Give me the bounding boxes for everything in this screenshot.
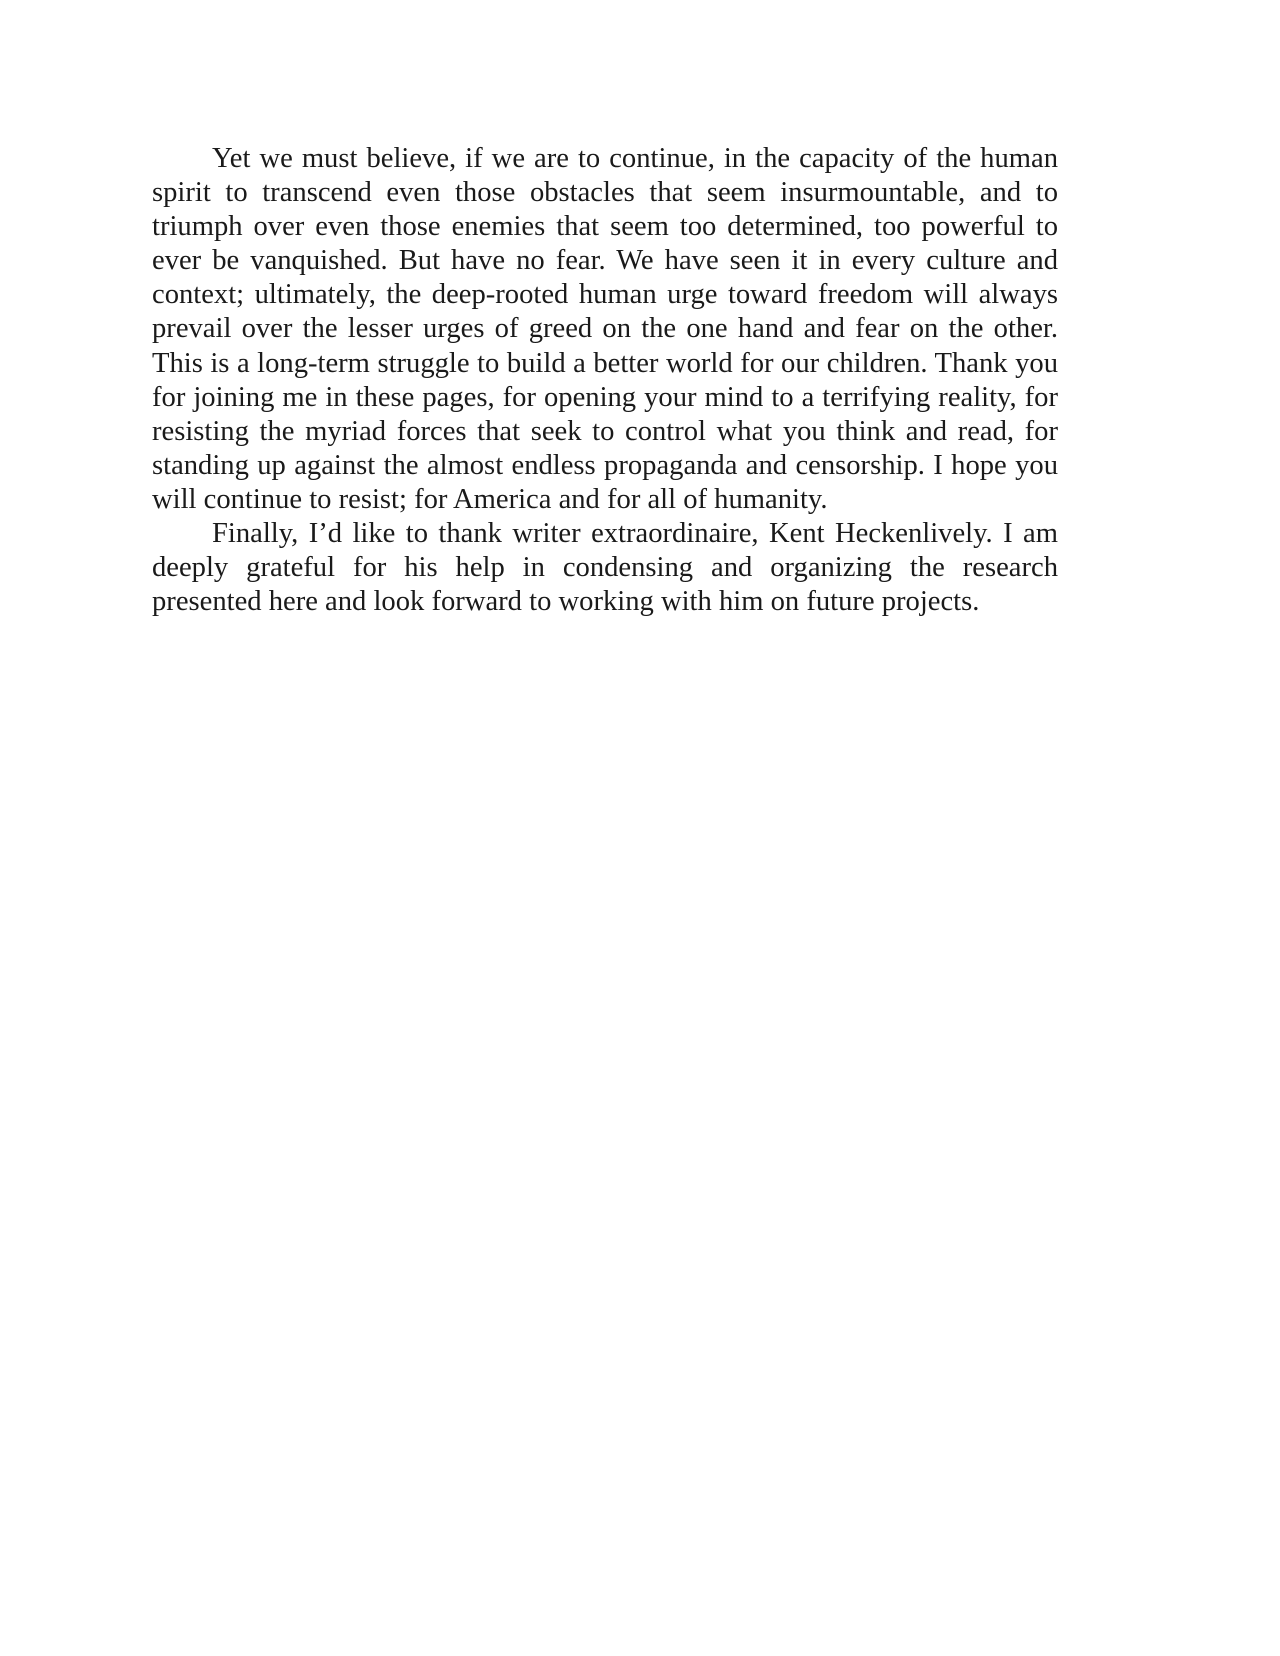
document-body [152,142,1058,619]
paragraph-closing-message: Yet we must believe, if we are to continue, in the capacity of the human spirit to transcend even those obstacles that seem insurmountable, and to triumph over even those enemies that seem too determined, too powerful to ever be vanquished. But have no fear. We have seen it in every culture and context; ultimately, the deep-rooted human urge toward freedom will always prevail over the lesser urges of greed on the one hand and fear on the other. This is a long-term struggle to build a better world for our children. Thank you for joining me in these pages, for opening your mind to a terrifying reality, for resisting the myriad forces that seek to control what you think and read, for standing up against the almost endless propaganda and censorship. I hope you will continue to resist; for America and for all of humanity. [152,143,1058,515]
paragraph-acknowledgment: Finally, I’d like to thank writer extraordinaire, Kent Heckenlively. I am deeply grateful for his help in condensing and organizing the research presented here and look forward to working with him on future projects. [152,518,1058,618]
